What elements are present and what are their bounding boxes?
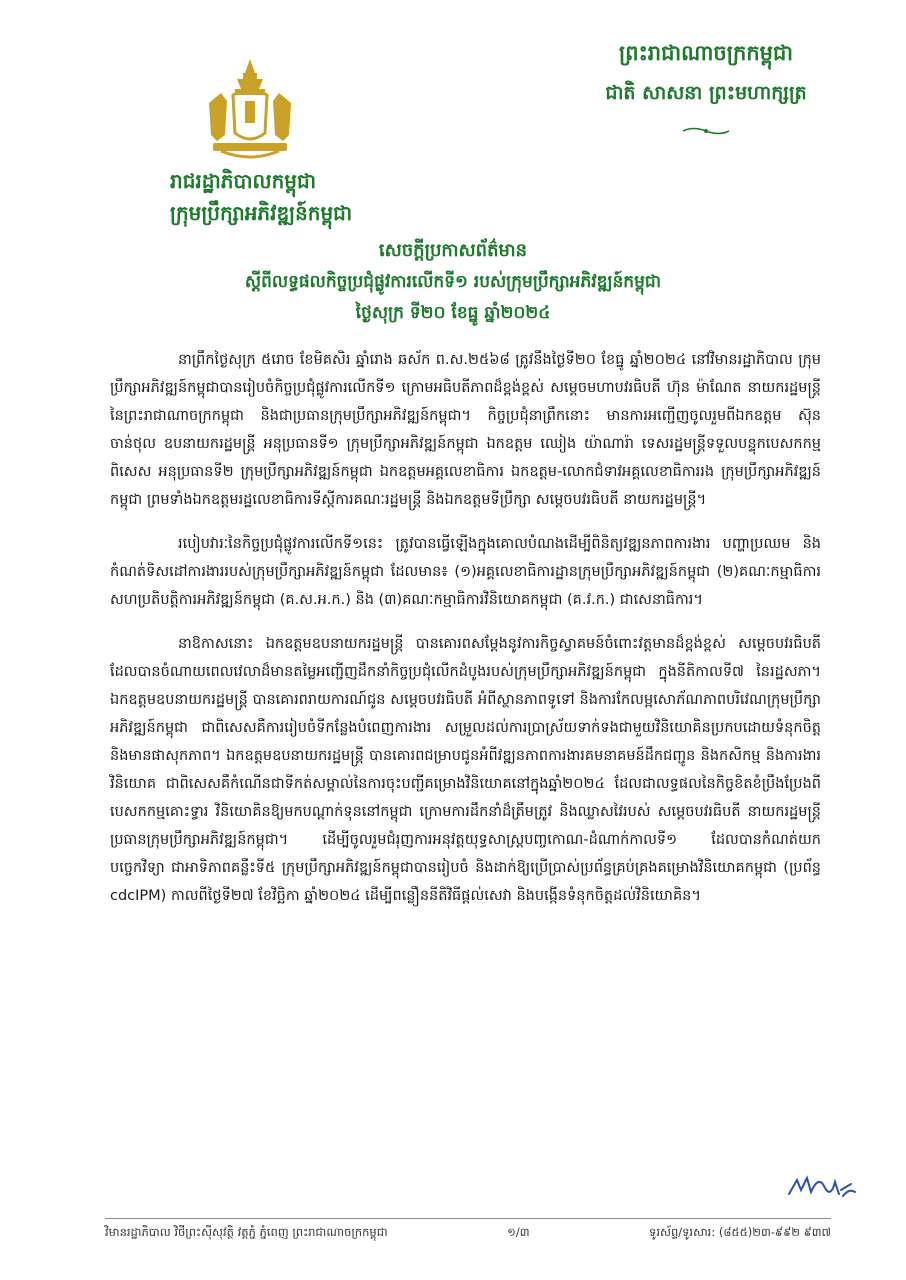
document-titles <box>90 238 816 327</box>
paragraph-1: នាព្រឹកថ្ងៃសុក្រ ៥រោច ខែមិគសិរ ឆ្នាំរោង ឆស័ក ព.ស.២៥៦៨ ត្រូវនឹងថ្ងៃទី២០ ខែធ្នូ ឆ្នាំ២០២៤ នៅវិមានរដ្ឋាភិបាល ក្រុមប្រឹក្សាអភិវឌ្ឍន៍កម្ពុជាបានរៀបចំកិច្ចប្រជុំផ្លូវការលើកទី១ ក្រោមអធិបតីភាពដ៏ខ្ពង់ខ្ពស់ សម្តេចមហាបវរធិបតី ហ៊ុន ម៉ាណែត នាយករដ្ឋមន្ត្រីនៃព្រះរាជាណាចក្រកម្ពុជា និងជាប្រធានក្រុមប្រឹក្សាអភិវឌ្ឍន៍កម្ពុជា។ កិច្ចប្រជុំនាព្រឹកនោះ មានការអញ្ជើញចូលរួមពីឯកឧត្តម ស៊ុន ចាន់ថុល ឧបនាយករដ្ឋមន្ត្រី អនុប្រធានទី១ ក្រុមប្រឹក្សាអភិវឌ្ឍន៍កម្ពុជា ឯកឧត្តម ឈៀង យ៉ាណារ៉ា ទេសរដ្ឋមន្ត្រីទទួលបន្ទុកបេសកកម្មពិសេស អនុប្រធានទី២ ក្រុមប្រឹក្សាអភិវឌ្ឍន៍កម្ពុជា ឯកឧត្តមអគ្គលេខាធិការ ឯកឧត្តម-លោកជំទាវអគ្គលេខាធិការរង ក្រុមប្រឹក្សាអភិវឌ្ឍន៍កម្ពុជា ព្រមទាំងឯកឧត្តមរដ្ឋលេខាធិការទីស្តីការគណៈរដ្ឋមន្ត្រី និងឯកឧត្តមទីប្រឹក្សា សម្តេចបវរធិបតី នាយករដ្ឋមន្ត្រី។ <box>110 352 821 508</box>
kingdom-title: ព្រះរាជាណាចក្រកម្ពុជា <box>618 41 793 65</box>
document-body <box>110 346 821 926</box>
government-header <box>170 168 352 230</box>
footer-divider <box>105 1218 831 1219</box>
page-footer <box>105 1225 831 1242</box>
footer-address: វិមានរដ្ឋាភិបាល វិថីព្រះស៊ីសុវត្ថិ វត្តភ្នំ ភ្នំពេញ ព្រះរាជាណាចក្រកម្ពុជា <box>105 1225 388 1239</box>
government-name: រាជរដ្ឋាភិបាលកម្ពុជា <box>170 169 316 193</box>
kingdom-motto: ជាតិ សាសនា ព្រះមហាក្សត្រ <box>605 82 807 104</box>
document-date: ថ្ងៃសុក្រ ទី២០ ខែធ្នូ ឆ្នាំ២០២៤ <box>355 303 551 323</box>
handwritten-initials-icon <box>785 1168 857 1204</box>
kingdom-header <box>566 40 846 140</box>
royal-emblem-icon <box>195 55 305 165</box>
paragraph-3: នាឱកាសនោះ ឯកឧត្តមឧបនាយករដ្ឋមន្ត្រី បានគោរពសម្តែងនូវការកិច្ចស្វាគមន៍ចំពោះវត្តមានដ៏ខ្ពង់ខ្ពស់ សម្តេចបវរធិបតី ដែលបានចំណាយពេលវេលាដ៏មានតម្លៃអញ្ជើញដឹកនាំកិច្ចប្រជុំលើកដំបូងរបស់ក្រុមប្រឹក្សាអភិវឌ្ឍន៍កម្ពុជា ក្នុងនីតិកាលទី៧ នៃរដ្ឋសភា។ ឯកឧត្តមឧបនាយករដ្ឋមន្ត្រី បានគោរពរាយការណ៍ជូន សម្តេចបវរធិបតី អំពីស្ថានភាពទូទៅ និងការកែលម្អសោភ័ណភាពបរិវេណក្រុមប្រឹក្សាអភិវឌ្ឍន៍កម្ពុជា ជាពិសេសគឺការរៀបចំទីកន្លែងបំពេញការងារ សម្រួលដល់ការប្រាស្រ័យទាក់ទងជាមួយវិនិយោគិនប្រកបដោយទំនុកចិត្ត និងមានផាសុកភាព។ ឯកឧត្តមឧបនាយករដ្ឋមន្ត្រី បានគោរពជម្រាបជូនអំពីវឌ្ឍនភាពការងារគមនាគមន៍ដឹកជញ្ជូន និងកសិកម្ម និងការងារវិនិយោគ ជាពិសេសគឺកំណើនជាទីកត់សម្គាល់នៃការចុះបញ្ជីគម្រោងវិនិយោគនៅក្នុងឆ្នាំ២០២៤ ដែលជាលទ្ធផលនៃកិច្ចខិតខំប្រឹងប្រែងពីបេសកកម្មគោះទ្វារ វិនិយោគិនឱ្យមកបណ្តាក់ទុននៅកម្ពុជា ក្រោមការដឹកនាំដ៏ត្រឹមត្រូវ និងឈ្លាសវៃរបស់ សម្តេចបវរធិបតី នាយករដ្ឋមន្ត្រី ប្រធានក្រុមប្រឹក្សាអភិវឌ្ឍន៍កម្ពុជា។ ដើម្បីចូលរួមជំរុញការអនុវត្តយុទ្ធសាស្ត្របញ្ចកោណ-ដំណាក់កាលទី១ ដែលបានកំណត់យក បច្ចេកវិទ្យា ជាអាទិភាពគន្លឹះទី៥ ក្រុមប្រឹក្សាអភិវឌ្ឍន៍កម្ពុជាបានរៀបចំ និងដាក់ឱ្យប្រើប្រាស់ប្រព័ន្ធគ្រប់គ្រងគម្រោងវិនិយោគកម្ពុជា (ប្រព័ន្ធ cdcIPM) កាលពីថ្ងៃទី២៧ ខែវិច្ឆិកា ឆ្នាំ២០២៤ ដើម្បីពន្លឿននីតិវិធីផ្តល់សេវា និងបង្កើនទំនុកចិត្តដល់វិនិយោគិន។ <box>110 636 821 904</box>
paragraph-2: របៀបវារៈនៃកិច្ចប្រជុំផ្លូវការលើកទី១នេះ ត្រូវបានធ្វើឡើងក្នុងគោលបំណងដើម្បីពិនិត្យវឌ្ឍនភាពការងារ បញ្ហាប្រឈម និងកំណត់ទិសដៅការងាររបស់ក្រុមប្រឹក្សាអភិវឌ្ឍន៍កម្ពុជា ដែលមាន៖ (១)អគ្គលេខាធិការដ្ឋានក្រុមប្រឹក្សាអភិវឌ្ឍន៍កម្ពុជា (២)គណៈកម្មាធិការសហប្រតិបត្តិការអភិវឌ្ឍន៍កម្ពុជា (គ.ស.អ.ក.) និង (៣)គណៈកម្មាធិការវិនិយោគកម្ពុជា (គ.វ.ក.) ជាសេនាធិការ។ <box>110 536 821 608</box>
document-subtitle: ស្តីពីលទ្ធផលកិច្ចប្រជុំផ្លូវការលើកទី១ របស់ក្រុមប្រឹក្សាអភិវឌ្ឍន៍កម្ពុជា <box>244 272 662 292</box>
footer-phone: ទូរស័ព្ទ/ទូរសារ: (៨៥៥)២៣-៩៩២ ៩៣៧ <box>649 1225 831 1239</box>
council-name: ក្រុមប្រឹក្សាអភិវឌ្ឍន៍កម្ពុជា <box>170 201 353 225</box>
document-title: សេចក្តីប្រកាសព័ត៌មាន <box>378 240 528 261</box>
ornament-divider-icon <box>681 121 731 140</box>
page-number: ១/៣ <box>507 1225 530 1239</box>
